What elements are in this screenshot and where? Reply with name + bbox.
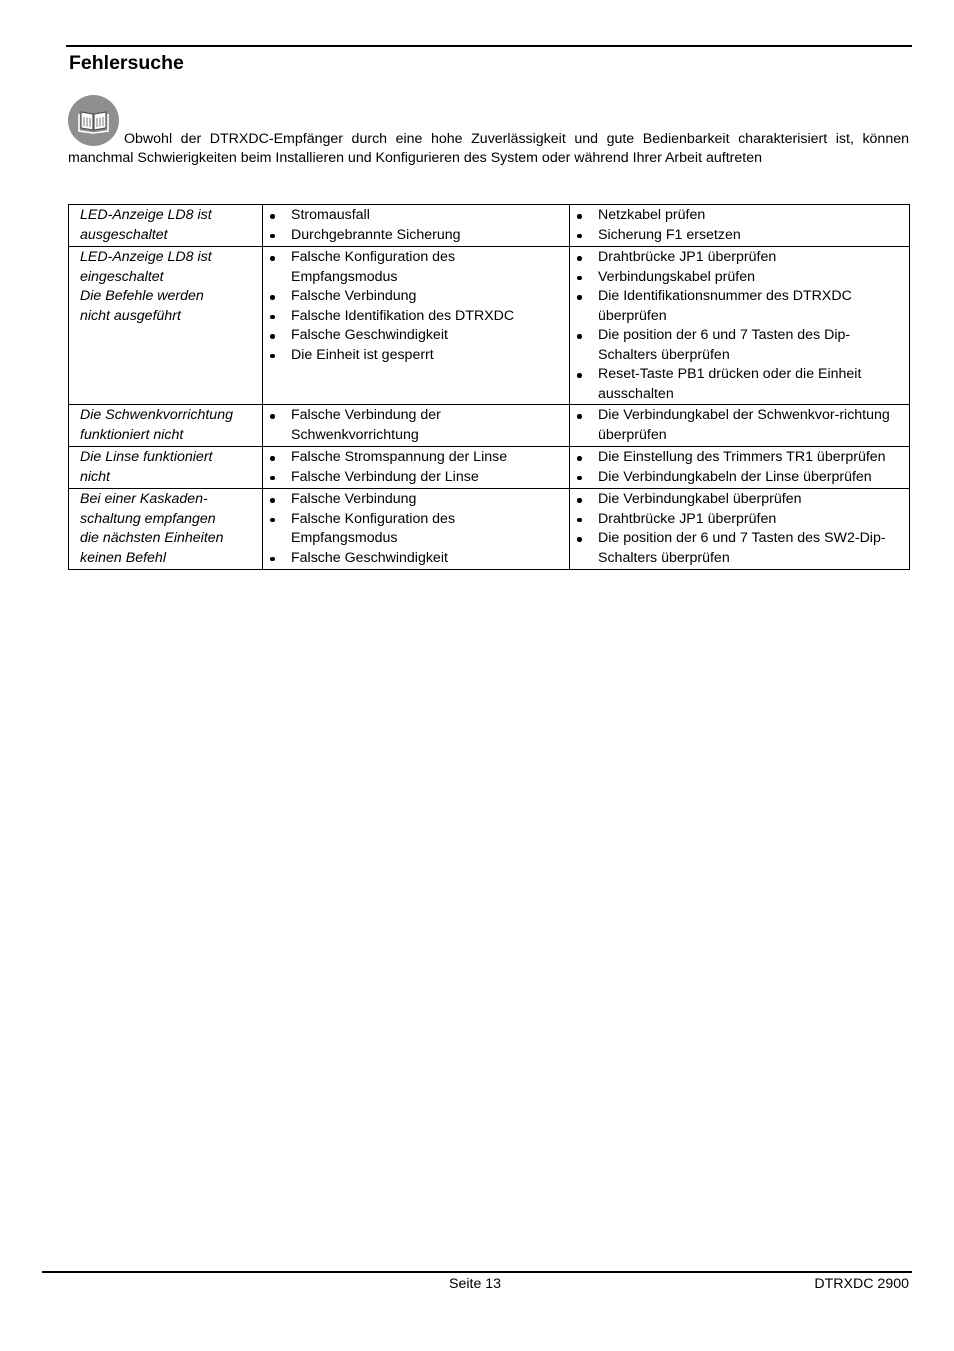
problem-line: Bei einer Kaskaden- [80, 491, 208, 507]
problem-text [69, 405, 262, 446]
problem-text [69, 489, 262, 569]
remedy-item: Drahtbrücke JP1 überprüfen [570, 248, 905, 268]
problem-cell [69, 205, 263, 247]
problem-line: Die Befehle werden [80, 288, 204, 304]
cause-list [263, 205, 569, 245]
cause-cell [263, 405, 570, 447]
remedy-cell [570, 489, 910, 570]
problem-line: Die Schwenkvorrichtung [80, 407, 233, 423]
table-row [69, 205, 910, 247]
cause-item: Die Einheit ist gesperrt [263, 346, 565, 366]
cause-item: Durchgebrannte Sicherung [263, 226, 565, 246]
cause-item: Falsche Konfiguration des Empfangsmodus [263, 510, 565, 549]
remedy-item: Reset-Taste PB1 drücken oder die Einheit ausschalten [570, 365, 905, 404]
problem-cell [69, 247, 263, 405]
problem-text [69, 205, 262, 246]
remedy-item: Die Verbindungkabel der Schwenkvor-richtung überprüfen [570, 406, 905, 445]
remedy-list [570, 247, 909, 404]
problem-cell [69, 447, 263, 489]
cause-cell [263, 205, 570, 247]
problem-line: Die Linse funktioniert [80, 449, 213, 465]
remedy-list [570, 489, 909, 568]
problem-line: schaltung empfangen [80, 510, 216, 527]
cause-cell [263, 447, 570, 489]
cause-item: Falsche Konfiguration des Empfangsmodus [263, 248, 565, 287]
problem-line: funktioniert nicht [80, 426, 184, 443]
cause-item: Falsche Identifikation des DTRXDC [263, 307, 565, 327]
cause-list [263, 489, 569, 568]
remedy-cell [570, 205, 910, 247]
cause-list [263, 247, 569, 365]
remedy-item: Die position der 6 und 7 Tasten des SW2-Dip-Schalters überprüfen [570, 529, 905, 568]
remedy-item: Die Verbindungkabel überprüfen [570, 490, 905, 510]
problem-line: nicht [80, 468, 110, 485]
cause-list [263, 447, 569, 487]
header-rule [66, 45, 912, 47]
remedy-list [570, 205, 909, 245]
footer-rule [42, 1271, 912, 1273]
cause-cell [263, 489, 570, 570]
cause-cell [263, 247, 570, 405]
table-row [69, 405, 910, 447]
problem-text [69, 247, 262, 327]
remedy-item: Die Einstellung des Trimmers TR1 überprüfen [570, 448, 905, 468]
cause-item: Falsche Stromspannung der Linse [263, 448, 565, 468]
problem-cell [69, 405, 263, 447]
intro-paragraph [68, 130, 909, 168]
problem-line: LED-Anzeige LD8 ist [80, 249, 212, 265]
problem-line: nicht ausgeführt [80, 307, 181, 324]
problem-line: keinen Befehl [80, 549, 166, 566]
document-id: DTRXDC 2900 [814, 1276, 909, 1292]
problem-cell [69, 489, 263, 570]
page-number: Seite 13 [449, 1276, 502, 1292]
remedy-cell [570, 247, 910, 405]
intro-text: Obwohl der DTRXDC-Empfänger durch eine hohe Zuverlässigkeit und gute Bedienbarkeit charakterisiert ist, können manchmal Schwierigkeiten beim Installieren und Konfigurieren des System oder während Ihrer Arbeit auftreten [68, 131, 909, 166]
remedy-list [570, 405, 909, 445]
cause-item: Falsche Geschwindigkeit [263, 549, 565, 569]
remedy-list [570, 447, 909, 487]
remedy-item: Die Identifikationsnummer des DTRXDC überprüfen [570, 287, 905, 326]
cause-item: Falsche Verbindung der Linse [263, 468, 565, 488]
remedy-item: Netzkabel prüfen [570, 206, 905, 226]
remedy-item: Drahtbrücke JP1 überprüfen [570, 510, 905, 530]
table-row [69, 489, 910, 570]
table-row [69, 447, 910, 489]
remedy-item: Sicherung F1 ersetzen [570, 226, 905, 246]
remedy-item: Die position der 6 und 7 Tasten des Dip-Schalters überprüfen [570, 326, 905, 365]
cause-item: Falsche Verbindung der Schwenkvorrichtung [263, 406, 565, 445]
remedy-item: Die Verbindungkabeln der Linse überprüfen [570, 468, 905, 488]
problem-line: ausgeschaltet [80, 226, 168, 243]
cause-item: Falsche Verbindung [263, 490, 565, 510]
page-title: Fehlersuche [69, 52, 184, 74]
cause-item: Falsche Geschwindigkeit [263, 326, 565, 346]
remedy-item: Verbindungskabel prüfen [570, 268, 905, 288]
troubleshooting-table [68, 204, 910, 570]
cause-list [263, 405, 569, 445]
problem-line: eingeschaltet [80, 268, 164, 285]
problem-line: LED-Anzeige LD8 ist [80, 207, 212, 223]
remedy-cell [570, 447, 910, 489]
table-row [69, 247, 910, 405]
cause-item: Falsche Verbindung [263, 287, 565, 307]
cause-item: Stromausfall [263, 206, 565, 226]
problem-line: die nächsten Einheiten [80, 530, 224, 546]
remedy-cell [570, 405, 910, 447]
problem-text [69, 447, 262, 488]
